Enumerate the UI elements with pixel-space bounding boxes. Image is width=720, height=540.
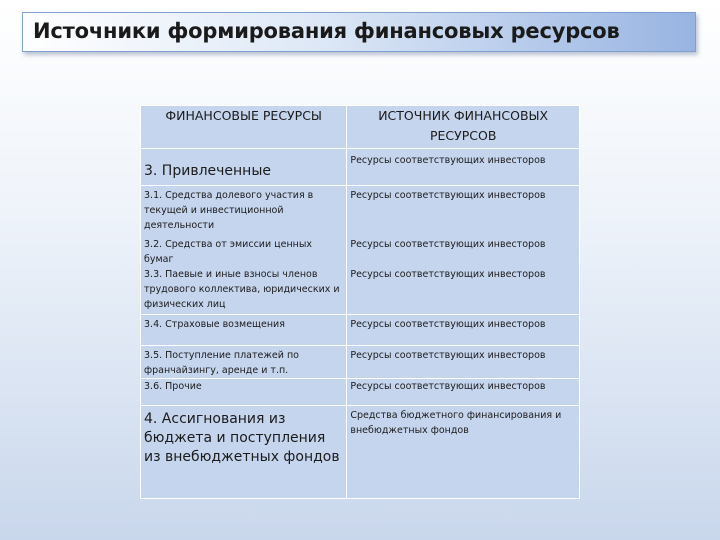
source-cell: Ресурсы соответствующих инвесторов bbox=[347, 315, 580, 346]
table-row bbox=[141, 379, 580, 406]
source-cell-group bbox=[347, 186, 580, 315]
resource-cell: 3. Привлеченные bbox=[141, 149, 347, 186]
source-cell: Средства бюджетного финансирования и внебюджетных фондов bbox=[347, 406, 580, 499]
page-title: Источники формирования финансовых ресурсов bbox=[33, 19, 620, 43]
resource-item: 3.1. Средства долевого участия в текущей и инвестиционной деятельности bbox=[144, 190, 314, 231]
resource-cell: 4. Ассигнования из бюджета и поступления из внебюджетных фондов bbox=[141, 406, 347, 499]
header-cell-resources: ФИНАНСОВЫЕ РЕСУРСЫ bbox=[141, 106, 347, 149]
table-row bbox=[141, 149, 580, 186]
financial-resources-table bbox=[140, 105, 580, 499]
source-cell: Ресурсы соответствующих инвесторов bbox=[347, 379, 580, 406]
table-header-row bbox=[141, 106, 580, 149]
source-item: Ресурсы соответствующих инвесторов bbox=[350, 239, 546, 250]
title-bar bbox=[22, 12, 696, 52]
source-item: Ресурсы соответствующих инвесторов bbox=[350, 190, 546, 201]
resource-cell: 3.6. Прочие bbox=[141, 379, 347, 406]
table-row-group bbox=[141, 186, 580, 315]
resource-cell-group bbox=[141, 186, 347, 315]
table-row bbox=[141, 406, 580, 499]
table-row bbox=[141, 315, 580, 346]
resource-item: 3.3. Паевые и иные взносы членов трудового коллектива, юридических и физических лиц bbox=[144, 269, 340, 310]
source-cell: Ресурсы соответствующих инвесторов bbox=[347, 346, 580, 379]
source-item: Ресурсы соответствующих инвесторов bbox=[350, 269, 546, 280]
source-cell: Ресурсы соответствующих инвесторов bbox=[347, 149, 580, 186]
resource-cell: 3.5. Поступление платежей по франчайзингу, аренде и т.п. bbox=[141, 346, 347, 379]
header-cell-source: ИСТОЧНИК ФИНАНСОВЫХ РЕСУРСОВ bbox=[347, 106, 580, 149]
resource-cell: 3.4. Страховые возмещения bbox=[141, 315, 347, 346]
table-row bbox=[141, 346, 580, 379]
resource-item: 3.2. Средства от эмиссии ценных бумаг bbox=[144, 239, 313, 265]
